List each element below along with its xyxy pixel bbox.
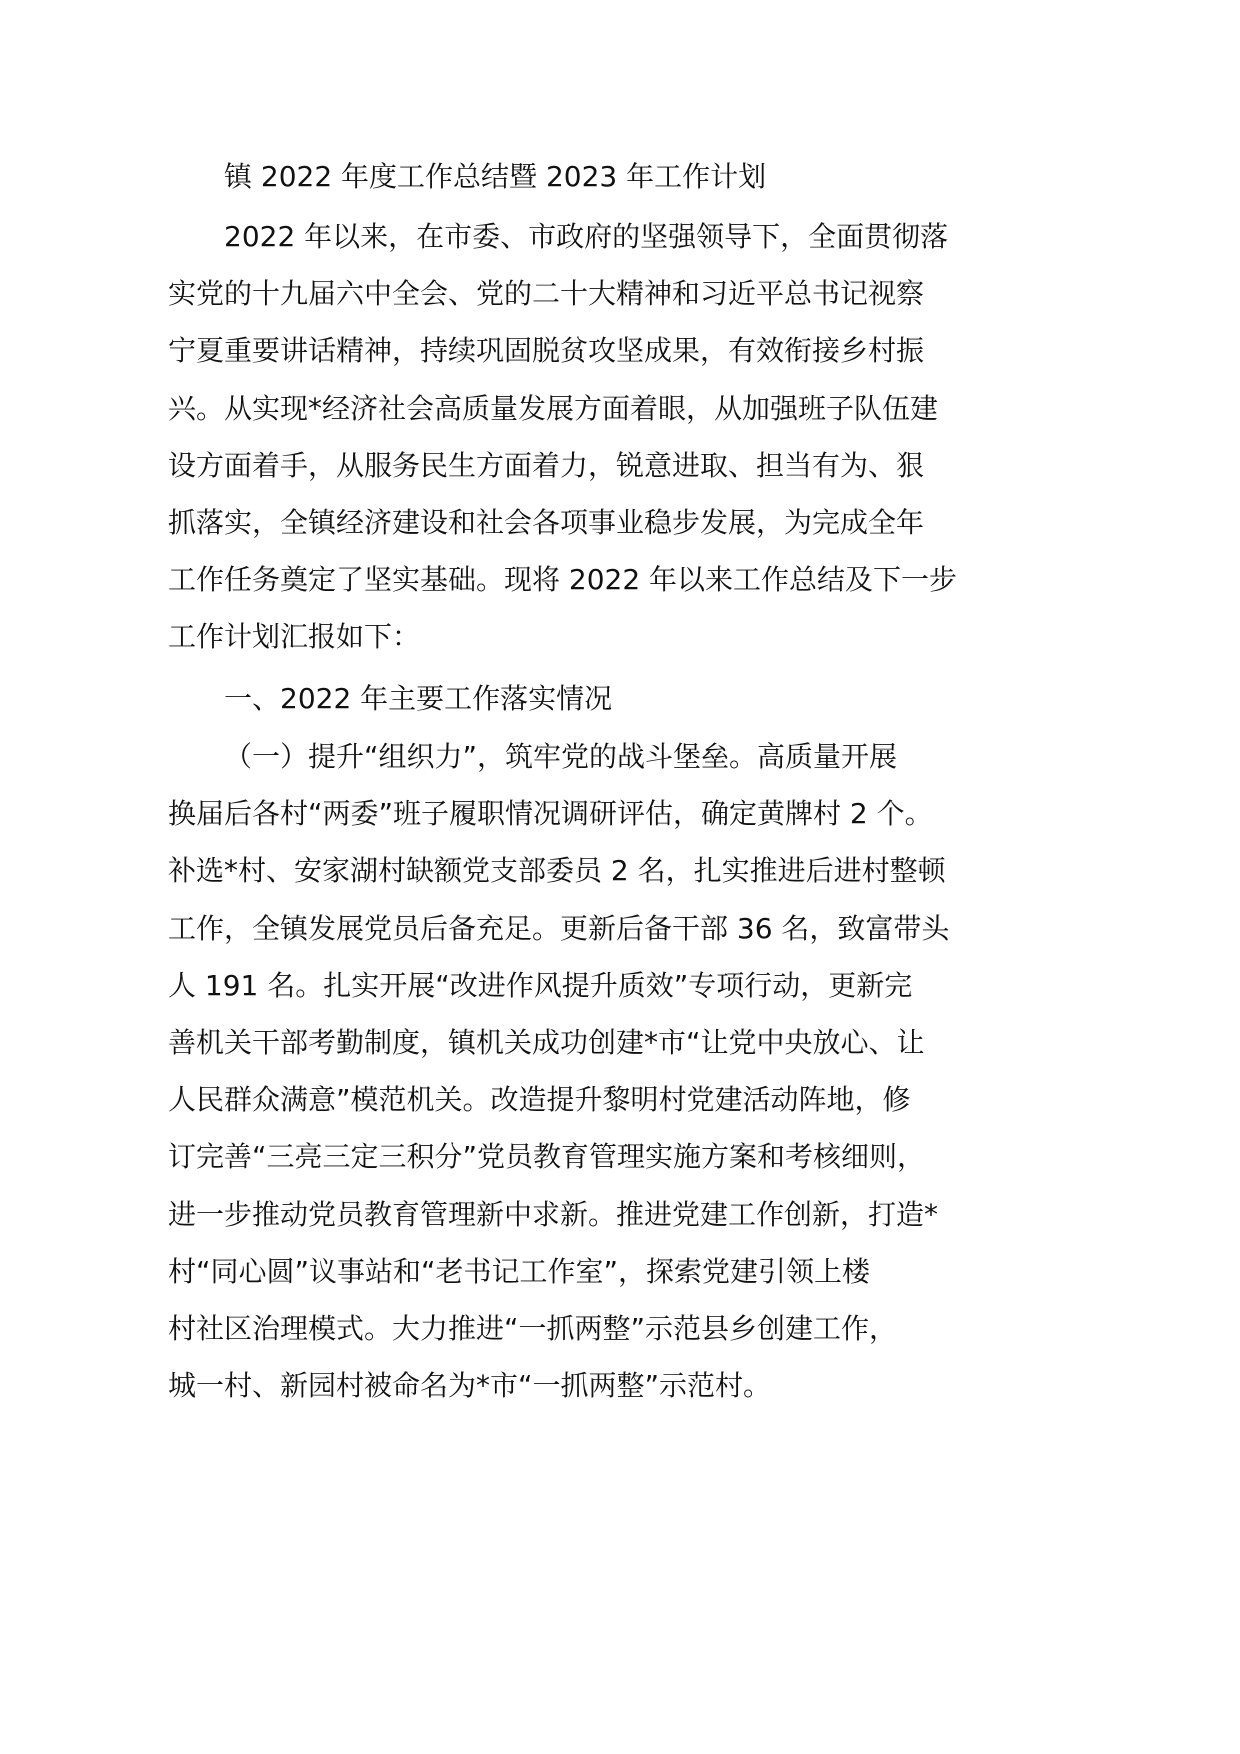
paragraph-line: 进一步推动党员教育管理新中求新。推进党建工作创新，打造* bbox=[168, 1197, 939, 1231]
paragraph-line: 人民群众满意”模范机关。改造提升黎明村党建活动阵地，修 bbox=[168, 1083, 911, 1117]
paragraph-line: 城一村、新园村被命名为*市“一抓两整”示范村。 bbox=[168, 1369, 772, 1403]
intro-paragraph bbox=[168, 208, 957, 666]
section-heading: 一、2022 年主要工作落实情况 bbox=[224, 682, 613, 715]
paragraph-line: 宁夏重要讲话精神，持续巩固脱贫攻坚成果，有效衔接乡村振 bbox=[168, 334, 925, 368]
paragraph-line: 工作，全镇发展党员后备充足。更新后备干部 36 名，致富带头 bbox=[168, 911, 950, 945]
paragraph-line: 工作任务奠定了坚实基础。现将 2022 年以来工作总结及下一步 bbox=[168, 563, 958, 597]
paragraph-line: 实党的十九届六中全会、党的二十大精神和习近平总书记视察 bbox=[168, 277, 925, 311]
section-one-paragraph bbox=[168, 728, 949, 1414]
paragraph-line: 兴。从实现*经济社会高质量发展方面着眼，从加强班子队伍建 bbox=[168, 391, 939, 425]
paragraph-line: 抓落实，全镇经济建设和社会各项事业稳步发展，为完成全年 bbox=[168, 505, 925, 539]
paragraph-line: 村“同心圆”议事站和“老书记工作室”，探索党建引领上楼 bbox=[168, 1254, 871, 1288]
paragraph-line: 工作计划汇报如下： bbox=[168, 620, 421, 654]
paragraph-line: 补选*村、安家湖村缺额党支部委员 2 名，扎实推进后进村整顿 bbox=[168, 854, 946, 888]
paragraph-line: 2022 年以来，在市委、市政府的坚强领导下，全面贯彻落 bbox=[224, 220, 949, 253]
document-title: 镇 2022 年度工作总结暨 2023 年工作计划 bbox=[224, 160, 767, 193]
paragraph-line: 换届后各村“两委”班子履职情况调研评估，确定黄牌村 2 个。 bbox=[168, 797, 933, 831]
paragraph-line: （一）提升“组织力”，筑牢党的战斗堡垒。高质量开展 bbox=[224, 740, 898, 773]
paragraph-line: 人 191 名。扎实开展“改进作风提升质效”专项行动，更新完 bbox=[168, 968, 913, 1002]
paragraph-line: 设方面着手，从服务民生方面着力，锐意进取、担当有为、狠 bbox=[168, 448, 925, 482]
paragraph-line: 善机关干部考勤制度，镇机关成功创建*市“让党中央放心、让 bbox=[168, 1025, 925, 1059]
paragraph-line: 村社区治理模式。大力推进“一抓两整”示范县乡创建工作， bbox=[168, 1311, 898, 1345]
paragraph-line: 订完善“三亮三定三积分”党员教育管理实施方案和考核细则， bbox=[168, 1140, 926, 1174]
